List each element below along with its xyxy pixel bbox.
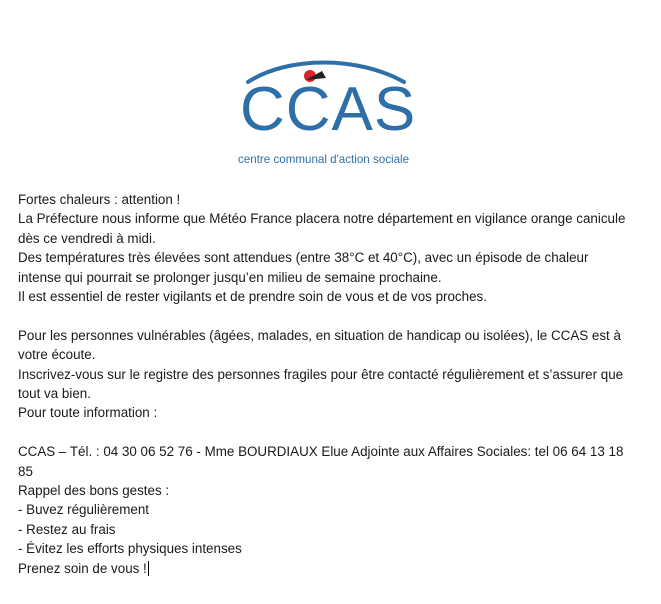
blank-line — [18, 423, 628, 442]
paragraph: Des températures très élevées sont attendues (entre 38°C et 40°C), avec un épisode de chaleur intense qui pourrait se prolonger jusqu’en milieu de semaine prochaine. — [18, 250, 589, 285]
closing-text: Prenez soin de vous ! — [18, 560, 147, 576]
list-item: - Buvez régulièrement — [18, 502, 149, 518]
paragraph: La Préfecture nous informe que Météo France placera notre département en vigilance orange canicule dès ce vendredi à midi. — [18, 211, 626, 246]
paragraph: Inscrivez-vous sur le registre des personnes fragiles pour être contacté régulièrement et s’assurer que tout va bien. — [18, 366, 624, 402]
blank-line — [18, 306, 628, 325]
headline: Fortes chaleurs : attention ! — [18, 192, 181, 207]
document-body — [18, 190, 628, 578]
text-cursor — [148, 561, 149, 576]
list-item: - Restez au frais — [18, 521, 116, 537]
logo-subtitle: centre communal d'action sociale — [238, 153, 410, 166]
contact-line: CCAS – Tél. : 04 30 06 52 76 - Mme BOURDIAUX Elue Adjointe aux Affaires Sociales: tel 06 64 13 18 85 — [18, 444, 624, 479]
paragraph: Rappel des bons gestes : — [18, 483, 170, 499]
list-item: - Évitez les efforts physiques intenses — [18, 541, 242, 557]
logo-title: CCAS — [240, 75, 417, 144]
paragraph: Il est essentiel de rester vigilants et de prendre soin de vous et de vos proches. — [18, 289, 487, 305]
paragraph: Pour toute information : — [18, 405, 158, 421]
paragraph: Pour les personnes vulnérables (âgées, malades, en situation de handicap ou isolées), le CCAS est à votre écoute. — [18, 327, 621, 363]
ccas-logo — [238, 58, 417, 170]
closing-line[interactable] — [18, 559, 628, 578]
